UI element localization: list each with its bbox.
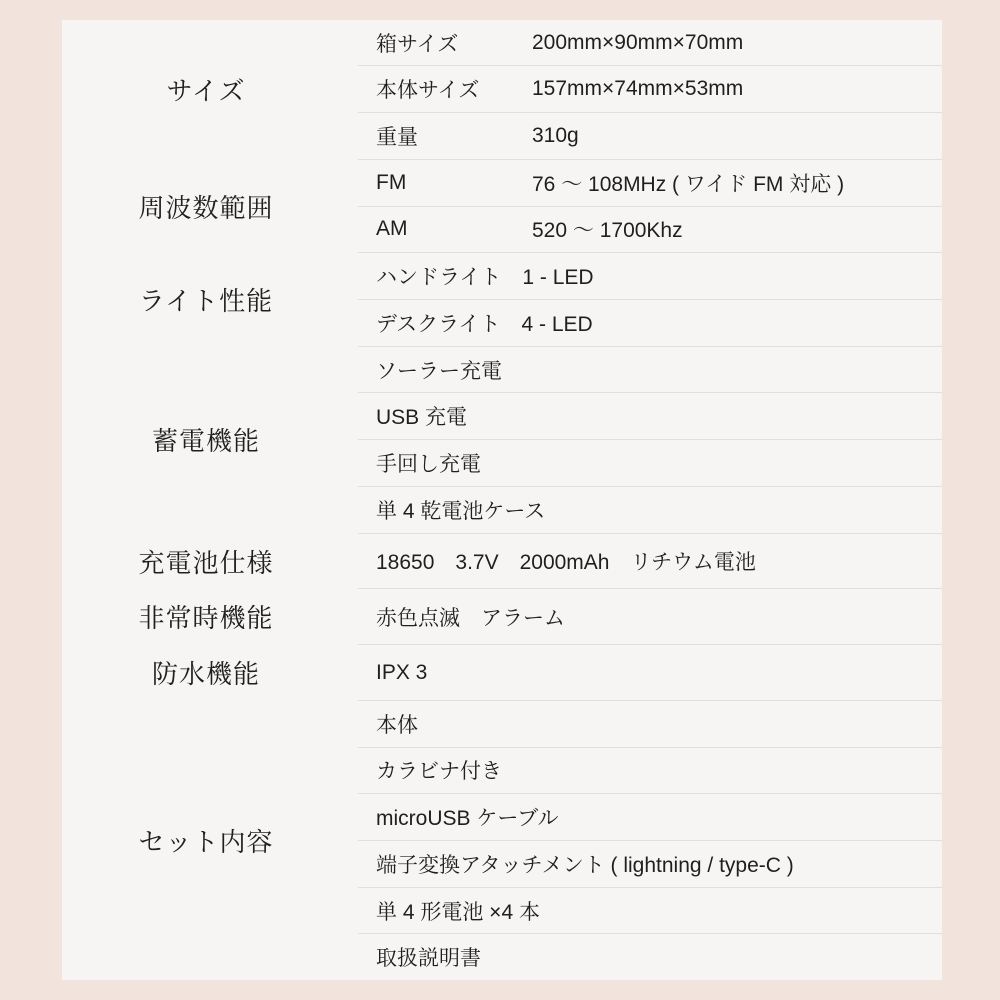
table-row (62, 700, 942, 747)
table-row (62, 253, 942, 300)
spec-value: 310g (530, 113, 942, 160)
category-label-frequency-range: 周波数範囲 (62, 159, 358, 252)
spec-value: ハンドライト 1 - LED (358, 253, 942, 300)
category-label-power-storage: 蓄電機能 (62, 346, 358, 533)
spec-value: 単 4 乾電池ケース (358, 486, 942, 533)
specification-table (62, 20, 942, 980)
spec-sub-label: AM (358, 206, 530, 253)
category-label-size: サイズ (62, 20, 358, 159)
table-row (62, 533, 942, 589)
spec-value: 手回し充電 (358, 440, 942, 487)
spec-value: 157mm×74mm×53mm (530, 66, 942, 113)
spec-sub-label: 箱サイズ (358, 20, 530, 66)
spec-value: 本体 (358, 700, 942, 747)
spec-value: 赤色点滅 アラーム (358, 589, 942, 645)
spec-value: 端子変換アタッチメント ( lightning / type-C ) (358, 841, 942, 888)
spec-sub-label: 本体サイズ (358, 66, 530, 113)
spec-value: 200mm×90mm×70mm (530, 20, 942, 66)
spec-sub-label: FM (358, 159, 530, 206)
spec-value: デスクライト 4 - LED (358, 300, 942, 347)
spec-value: 18650 3.7V 2000mAh リチウム電池 (358, 533, 942, 589)
spec-value: カラビナ付き (358, 747, 942, 794)
specification-card (62, 20, 942, 980)
category-label-waterproof: 防水機能 (62, 645, 358, 701)
category-label-set-contents: セット内容 (62, 700, 358, 980)
table-row (62, 346, 942, 393)
category-label-emergency-function: 非常時機能 (62, 589, 358, 645)
table-row (62, 645, 942, 701)
category-label-light-performance: ライト性能 (62, 253, 358, 346)
category-label-battery-spec: 充電池仕様 (62, 533, 358, 589)
spec-value: microUSB ケーブル (358, 794, 942, 841)
table-row (62, 20, 942, 66)
table-row (62, 159, 942, 206)
spec-value: 取扱説明書 (358, 934, 942, 980)
spec-value: USB 充電 (358, 393, 942, 440)
spec-value: ソーラー充電 (358, 346, 942, 393)
spec-value: IPX 3 (358, 645, 942, 701)
spec-value: 520 ～ 1700Khz (530, 206, 942, 253)
spec-value: 単 4 形電池 ×4 本 (358, 887, 942, 934)
table-row (62, 589, 942, 645)
spec-value: 76 ～ 108MHz ( ワイド FM 対応 ) (530, 159, 942, 206)
spec-sub-label: 重量 (358, 113, 530, 160)
